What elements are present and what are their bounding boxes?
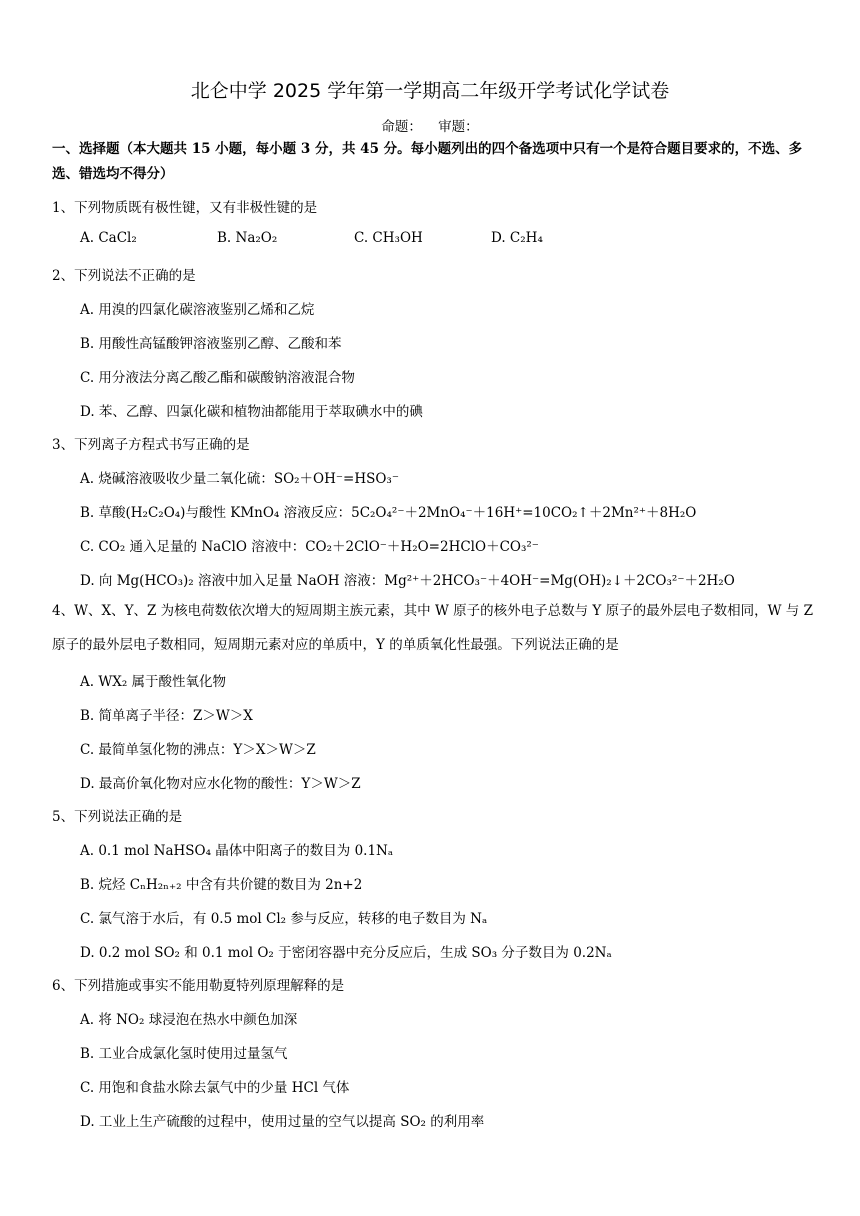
question-3-option-a: A. 烧碱溶液吸收少量二氧化硫：SO₂＋OH⁻=HSO₃⁻: [80, 471, 399, 487]
question-4-option-a: A. WX₂ 属于酸性氧化物: [80, 674, 227, 690]
question-1-stem: 1、下列物质既有极性键，又有非极性键的是: [52, 200, 318, 216]
question-2-option-b: B. 用酸性高锰酸钾溶液鉴别乙醇、乙酸和苯: [80, 336, 342, 352]
question-3-option-d: D. 向 Mg(HCO₃)₂ 溶液中加入足量 NaOH 溶液：Mg²⁺＋2HCO₃⁻＋4OH⁻=Mg(OH)₂↓＋2CO₃²⁻＋2H₂O: [80, 573, 735, 589]
question-2-option-c: C. 用分液法分离乙酸乙酯和碳酸钠溶液混合物: [80, 370, 355, 386]
author-label: 命题：: [381, 119, 422, 135]
question-4-stem: 4、W、X、Y、Z 为核电荷数依次增大的短周期主族元素，其中 W 原子的核外电子总数与 Y 原子的最外层电子数相同，W 与 Z 原子的最外层电子数相同，短周期元素对应的单质中，Y 的单质氧化性最强。下列说法正确的是: [52, 603, 813, 653]
question-4-option-d: D. 最高价氧化物对应水化物的酸性：Y＞W＞Z: [80, 776, 361, 792]
question-3-stem: 3、下列离子方程式书写正确的是: [52, 437, 250, 453]
question-4-option-b: B. 简单离子半径：Z＞W＞X: [80, 708, 253, 724]
exam-meta: [0, 115, 860, 135]
question-3-option-c: C. CO₂ 通入足量的 NaClO 溶液中：CO₂＋2ClO⁻＋H₂O=2HClO＋CO₃²⁻: [80, 539, 539, 555]
question-5-option-a: A. 0.1 mol NaHSO₄ 晶体中阳离子的数目为 0.1Nₐ: [80, 843, 394, 859]
question-5-option-c: C. 氯气溶于水后，有 0.5 mol Cl₂ 参与反应，转移的电子数目为 Nₐ: [80, 911, 488, 927]
exam-title: 北仑中学 2025 学年第一学期高二年级开学考试化学试卷: [190, 80, 670, 102]
option-b: B. Na₂O₂: [217, 230, 278, 246]
question-2-option-d: D. 苯、乙醇、四氯化碳和植物油都能用于萃取碘水中的碘: [80, 404, 423, 420]
question-2-stem: 2、下列说法不正确的是: [52, 268, 196, 284]
question-6-option-b: B. 工业合成氯化氢时使用过量氢气: [80, 1046, 288, 1062]
question-6-option-c: C. 用饱和食盐水除去氯气中的少量 HCl 气体: [80, 1080, 350, 1096]
question-5-option-b: B. 烷烃 CₙH₂ₙ₊₂ 中含有共价键的数目为 2n+2: [80, 877, 363, 893]
option-a: A. CaCl₂: [80, 230, 137, 246]
section-heading: 一、选择题（本大题共 15 小题，每小题 3 分，共 45 分。每小题列出的四个备选项中只有一个是符合题目要求的，不选、多选、错选均不得分）: [52, 141, 803, 182]
option-d: D. C₂H₄: [491, 230, 543, 246]
question-6-option-a: A. 将 NO₂ 球浸泡在热水中颜色加深: [80, 1012, 298, 1028]
question-6-option-d: D. 工业上生产硫酸的过程中，使用过量的空气以提高 SO₂ 的利用率: [80, 1114, 485, 1130]
question-6-stem: 6、下列措施或事实不能用勒夏特列原理解释的是: [52, 978, 345, 994]
question-2-option-a: A. 用溴的四氯化碳溶液鉴别乙烯和乙烷: [80, 302, 315, 318]
question-5-stem: 5、下列说法正确的是: [52, 809, 183, 825]
question-4-option-c: C. 最简单氢化物的沸点：Y＞X＞W＞Z: [80, 742, 316, 758]
question-3-option-b: B. 草酸(H₂C₂O₄)与酸性 KMnO₄ 溶液反应：5C₂O₄²⁻＋2MnO₄⁻＋16H⁺=10CO₂↑＋2Mn²⁺＋8H₂O: [80, 505, 697, 521]
option-c: C. CH₃OH: [354, 230, 423, 246]
question-5-option-d: D. 0.2 mol SO₂ 和 0.1 mol O₂ 于密闭容器中充分反应后，生成 SO₃ 分子数目为 0.2Nₐ: [80, 945, 612, 961]
reviewer-label: 审题：: [438, 119, 479, 135]
